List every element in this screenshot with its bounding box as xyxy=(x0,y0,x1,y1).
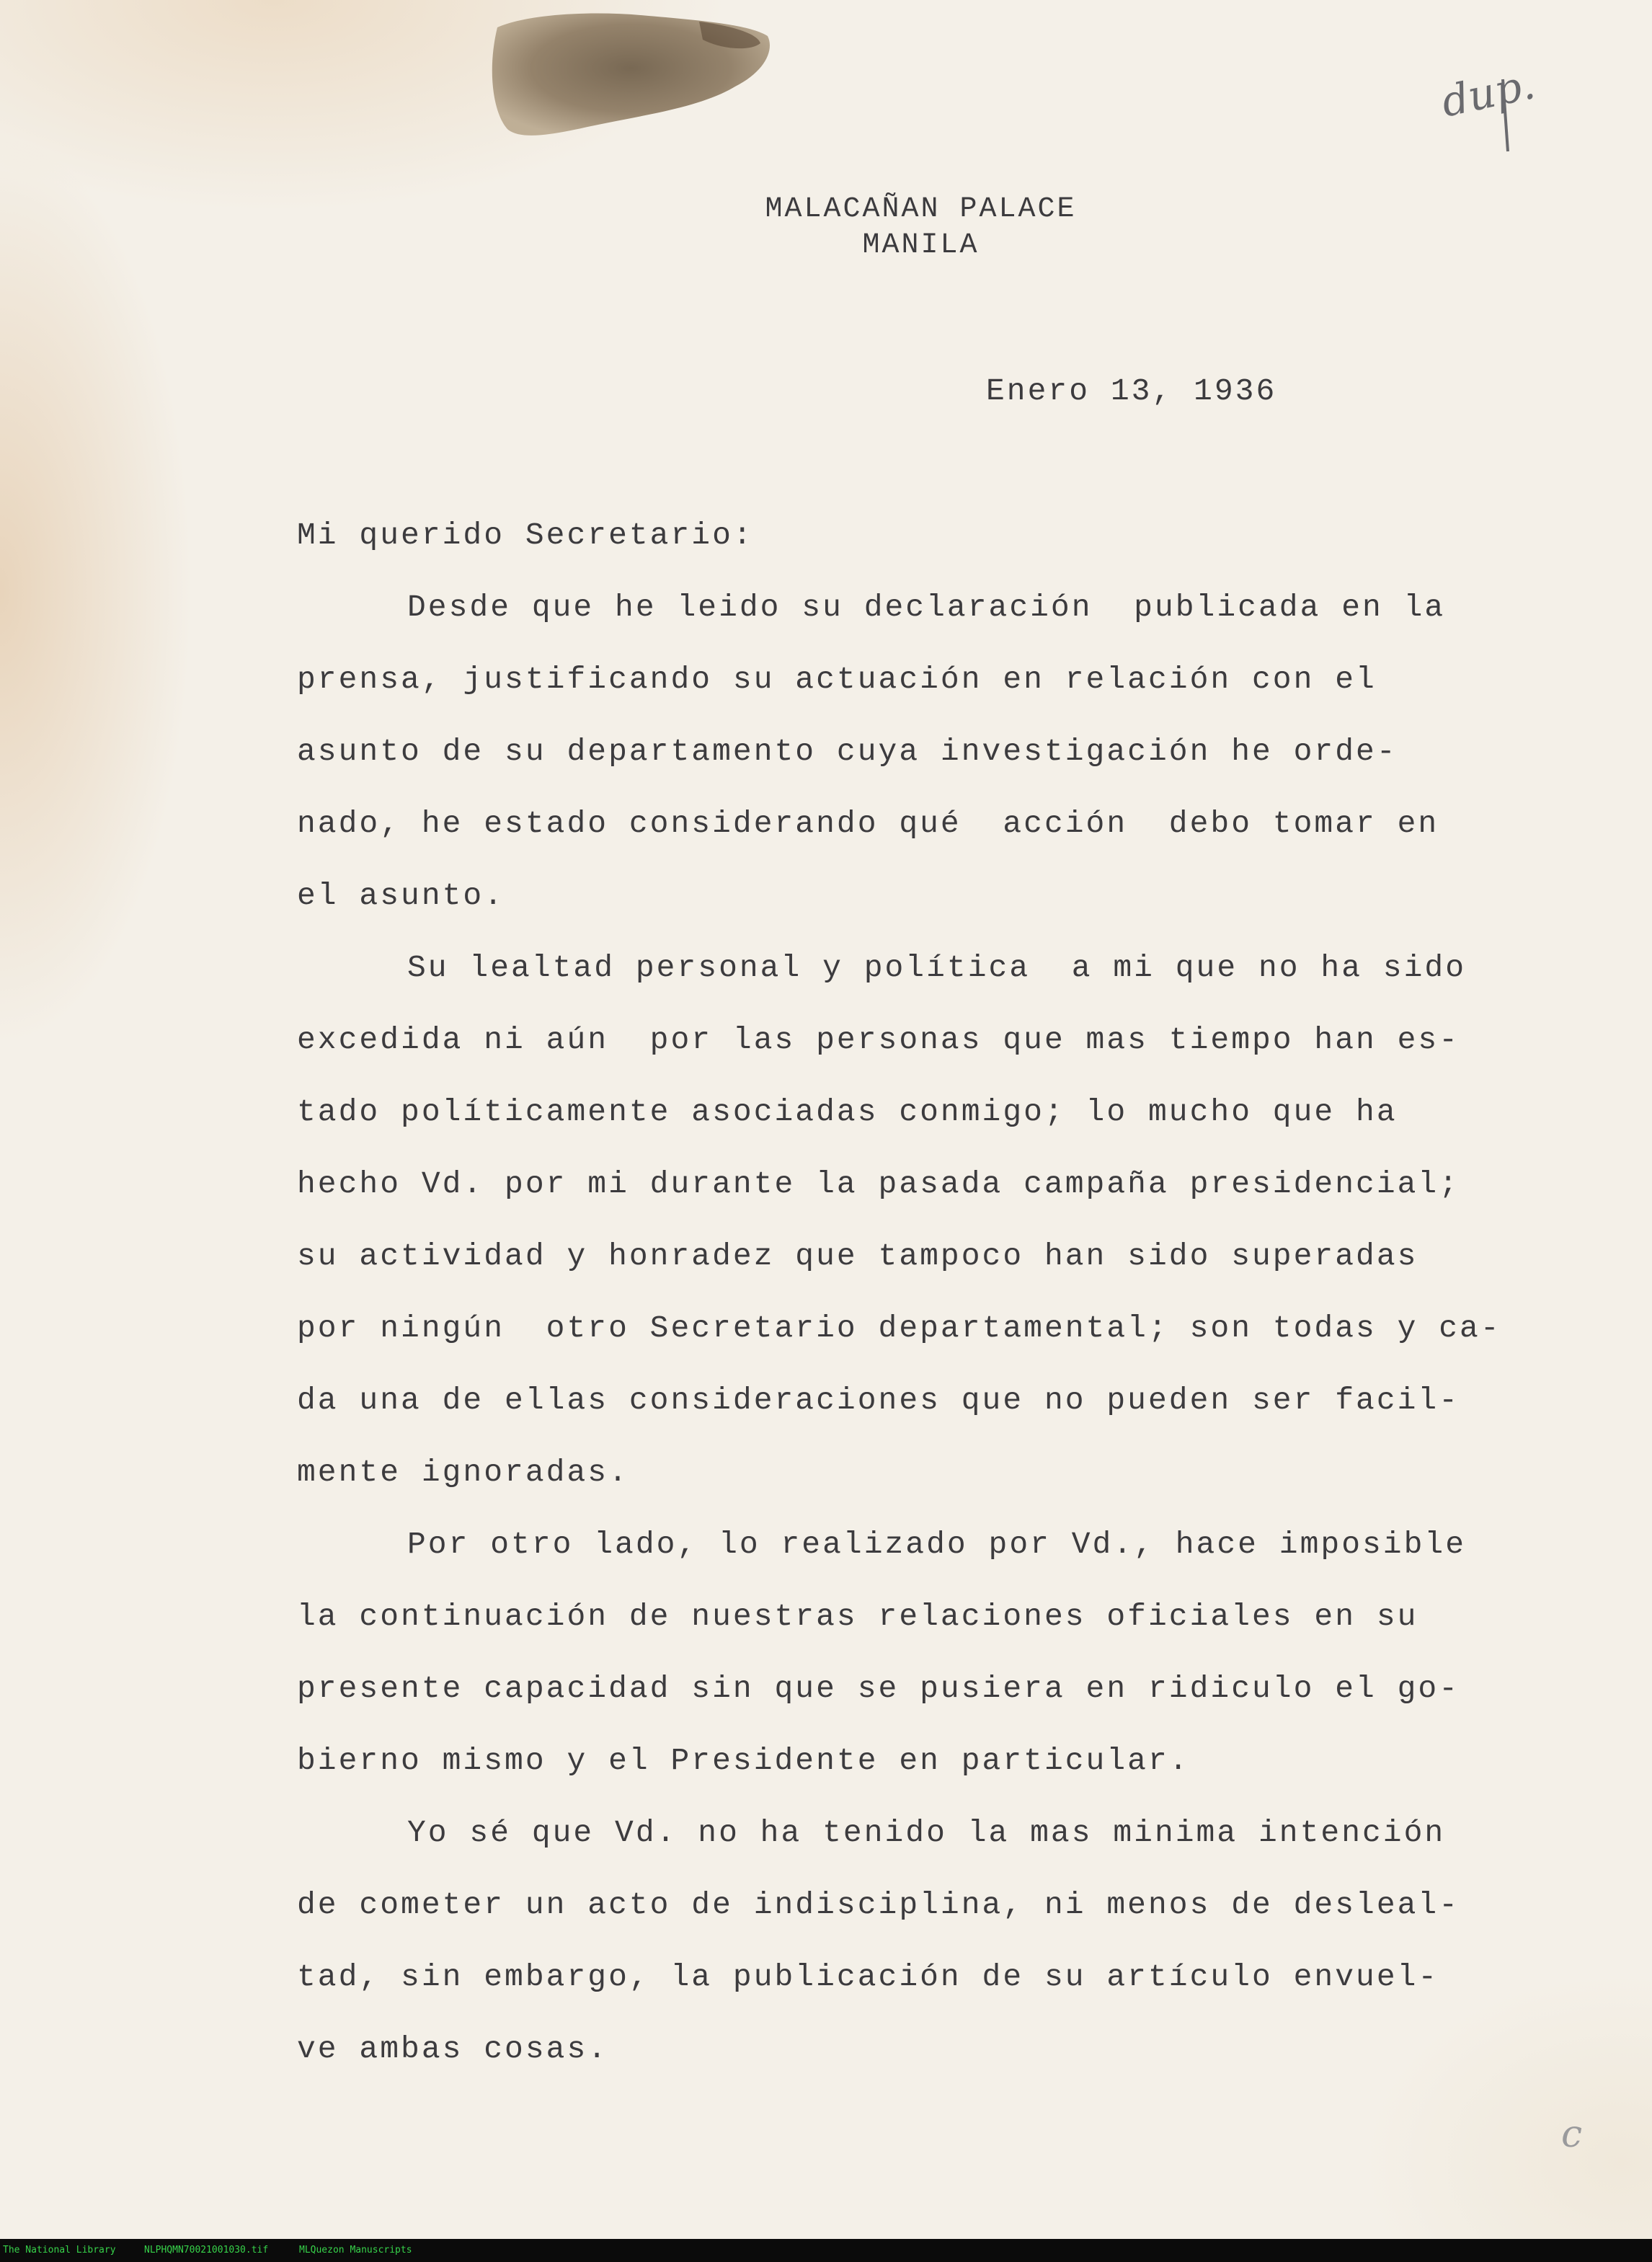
body-line: ve ambas cosas. xyxy=(297,2031,609,2067)
body-line: prensa, justificando su actuación en relación con el xyxy=(297,662,1377,697)
body-line: nado, he estado considerando qué acción debo tomar en xyxy=(297,806,1439,841)
body-line: asunto de su departamento cuya investigación he orde- xyxy=(297,734,1398,769)
body-line: Por otro lado, lo realizado por Vd., hace imposible xyxy=(407,1527,1467,1562)
initials-text: dup. xyxy=(1436,59,1540,127)
body-line: da una de ellas consideraciones que no pueden ser facil- xyxy=(297,1383,1460,1418)
body-line: hecho Vd. por mi durante la pasada campaña presidencial; xyxy=(297,1166,1460,1202)
margin-mark-text: c xyxy=(1561,2113,1583,2155)
salutation: Mi querido Secretario: xyxy=(297,518,754,553)
footer-collection: MLQuezon Manuscripts xyxy=(299,2245,412,2256)
body-line: excedida ni aún por las personas que mas tiempo han es- xyxy=(297,1022,1460,1057)
body-line: tad, sin embargo, la publicación de su artículo envuel- xyxy=(297,1959,1439,1995)
footer-institution: The National Library xyxy=(3,2245,116,2256)
body-line: por ningún otro Secretario departamental; son todas y ca- xyxy=(297,1310,1501,1346)
body-line: de cometer un acto de indisciplina, ni menos de desleal- xyxy=(297,1887,1460,1922)
body-line: Yo sé que Vd. no ha tenido la mas minima intención xyxy=(407,1815,1446,1850)
body-line: Su lealtad personal y política a mi que no ha sido xyxy=(407,950,1467,985)
letterhead-line-2: MANILA xyxy=(862,229,980,262)
letterhead-line-1: MALACAÑAN PALACE xyxy=(765,193,1077,226)
margin-pencil-mark xyxy=(1557,2112,1593,2155)
archive-footer-bar xyxy=(0,2239,1652,2262)
body-line: bierno mismo y el Presidente en particular. xyxy=(297,1743,1190,1778)
body-line: el asunto. xyxy=(297,878,505,913)
body-line: mente ignoradas. xyxy=(297,1455,629,1490)
letter-date: Enero 13, 1936 xyxy=(986,373,1277,409)
body-line: tado políticamente asociadas conmigo; lo mucho que ha xyxy=(297,1094,1398,1130)
ink-stain xyxy=(483,7,786,144)
handwritten-initials xyxy=(1434,50,1557,159)
body-line: la continuación de nuestras relaciones oficiales en su xyxy=(297,1599,1418,1634)
body-line: su actividad y honradez que tampoco han sido superadas xyxy=(297,1238,1418,1274)
footer-filename: NLPHQMN70021001030.tif xyxy=(144,2245,269,2256)
body-line: Desde que he leido su declaración publicada en la xyxy=(407,590,1446,625)
body-line: presente capacidad sin que se pusiera en ridiculo el go- xyxy=(297,1671,1460,1706)
